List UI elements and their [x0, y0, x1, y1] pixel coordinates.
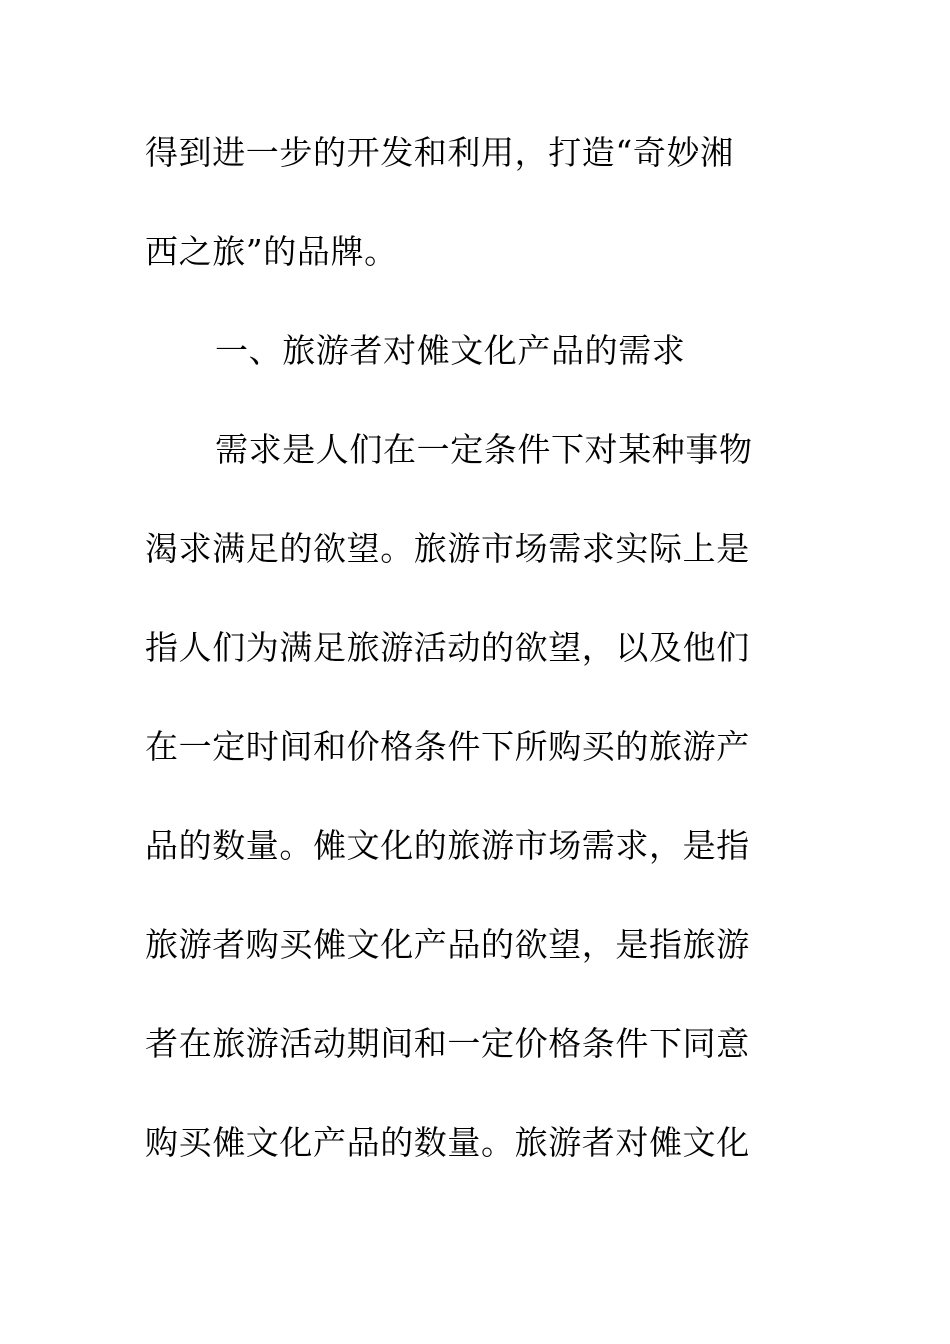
paragraph-line: 得到进一步的开发和利用，打造“奇妙湘 [145, 133, 734, 172]
paragraph-line: 需求是人们在一定条件下对某种事物 [215, 430, 753, 469]
section-heading: 一、旅游者对傩文化产品的需求 [215, 331, 686, 370]
paragraph-line: 在一定时间和价格条件下所购买的旅游产 [145, 727, 750, 766]
paragraph-line: 指人们为满足旅游活动的欲望，以及他们 [145, 628, 750, 667]
document-body [145, 122, 785, 1211]
paragraph-line: 购买傩文化产品的数量。旅游者对傩文化 [145, 1123, 750, 1162]
paragraph-line: 品的数量。傩文化的旅游市场需求，是指 [145, 826, 750, 865]
paragraph-line: 渴求满足的欲望。旅游市场需求实际上是 [145, 529, 750, 568]
paragraph-line: 旅游者购买傩文化产品的欲望，是指旅游 [145, 925, 750, 964]
paragraph-line: 西之旅”的品牌。 [145, 232, 398, 271]
paragraph-line: 者在旅游活动期间和一定价格条件下同意 [145, 1024, 750, 1063]
